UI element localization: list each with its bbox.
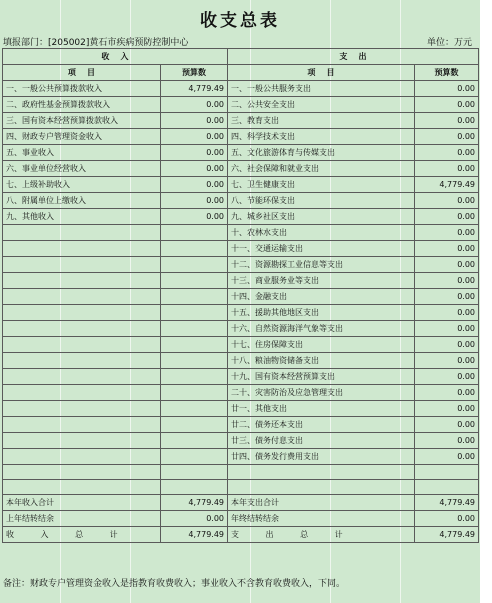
expense-item-cell: 十二、资源勘探工业信息等支出 bbox=[228, 257, 415, 273]
income-value-cell: 0.00 bbox=[161, 113, 228, 129]
income-item-cell: 二、政府性基金预算拨款收入 bbox=[3, 97, 161, 113]
expense-total-value: 4,779.49 bbox=[415, 527, 479, 543]
expense-item-cell: 四、科学技术支出 bbox=[228, 129, 415, 145]
income-item-cell bbox=[3, 273, 161, 289]
income-item-cell bbox=[3, 321, 161, 337]
table-row bbox=[3, 273, 479, 289]
expense-item-cell: 七、卫生健康支出 bbox=[228, 177, 415, 193]
expense-value-cell: 0.00 bbox=[415, 417, 479, 433]
table-row bbox=[3, 495, 479, 511]
section-header-row bbox=[3, 49, 479, 65]
table-row bbox=[3, 177, 479, 193]
table-row bbox=[3, 401, 479, 417]
expense-value-cell: 0.00 bbox=[415, 289, 479, 305]
expense-item-cell: 十、农林水支出 bbox=[228, 225, 415, 241]
expense-value-cell: 0.00 bbox=[415, 273, 479, 289]
expense-value-cell: 0.00 bbox=[415, 81, 479, 97]
table-row bbox=[3, 305, 479, 321]
table-row bbox=[3, 465, 479, 480]
expense-value-cell: 0.00 bbox=[415, 193, 479, 209]
income-value-cell bbox=[161, 449, 228, 465]
table-row bbox=[3, 257, 479, 273]
expense-value-cell: 0.00 bbox=[415, 225, 479, 241]
income-item-cell bbox=[3, 385, 161, 401]
expense-item-cell: 三、教育支出 bbox=[228, 113, 415, 129]
income-total-value: 4,779.49 bbox=[161, 527, 228, 543]
expense-section-header: 支 出 bbox=[228, 49, 479, 65]
income-item-cell bbox=[3, 417, 161, 433]
income-value-cell bbox=[161, 353, 228, 369]
income-value-cell bbox=[161, 241, 228, 257]
income-item-cell bbox=[3, 289, 161, 305]
income-value-cell: 0.00 bbox=[161, 193, 228, 209]
expense-value-cell: 0.00 bbox=[415, 129, 479, 145]
expense-value-cell: 0.00 bbox=[415, 305, 479, 321]
income-item-cell bbox=[3, 353, 161, 369]
expense-item-cell: 十三、商业服务业等支出 bbox=[228, 273, 415, 289]
expense-value-cell: 0.00 bbox=[415, 241, 479, 257]
table-row bbox=[3, 385, 479, 401]
income-value-cell: 0.00 bbox=[161, 209, 228, 225]
expense-item-cell: 二、公共安全支出 bbox=[228, 97, 415, 113]
income-item-cell bbox=[3, 401, 161, 417]
expense-value-cell: 0.00 bbox=[415, 161, 479, 177]
table-row bbox=[3, 369, 479, 385]
income-value-cell: 0.00 bbox=[161, 129, 228, 145]
expense-value-cell: 4,779.49 bbox=[415, 495, 479, 511]
unit-row bbox=[0, 33, 480, 48]
table-row bbox=[3, 321, 479, 337]
income-section-header: 收 入 bbox=[3, 49, 228, 65]
expense-item-cell bbox=[228, 480, 415, 495]
table-row bbox=[3, 161, 479, 177]
income-item-cell: 六、事业单位经营收入 bbox=[3, 161, 161, 177]
income-item-cell bbox=[3, 241, 161, 257]
footnote: 备注：财政专户管理资金收入是指教育收费收入；事业收入不含教育收费收入，下同。 bbox=[3, 579, 346, 589]
income-value-cell bbox=[161, 369, 228, 385]
table-row bbox=[3, 433, 479, 449]
income-value-cell bbox=[161, 385, 228, 401]
expense-item-cell: 十五、援助其他地区支出 bbox=[228, 305, 415, 321]
income-value-cell bbox=[161, 225, 228, 241]
income-item-cell bbox=[3, 465, 161, 480]
expense-value-cell: 0.00 bbox=[415, 369, 479, 385]
table-row bbox=[3, 129, 479, 145]
income-expense-table bbox=[2, 48, 479, 543]
expense-item-cell: 六、社会保障和就业支出 bbox=[228, 161, 415, 177]
expense-item-cell: 五、文化旅游体育与传媒支出 bbox=[228, 145, 415, 161]
income-item-header: 项 目 bbox=[3, 65, 161, 81]
income-value-cell bbox=[161, 337, 228, 353]
expense-budget-header: 预算数 bbox=[415, 65, 479, 81]
expense-total-label: 支 出 总 计 bbox=[228, 527, 415, 543]
income-value-cell bbox=[161, 480, 228, 495]
table-row bbox=[3, 97, 479, 113]
table-row bbox=[3, 353, 479, 369]
income-value-cell bbox=[161, 433, 228, 449]
expense-item-cell: 一、一般公共服务支出 bbox=[228, 81, 415, 97]
income-value-cell bbox=[161, 321, 228, 337]
expense-value-cell: 0.00 bbox=[415, 449, 479, 465]
income-value-cell: 4,779.49 bbox=[161, 495, 228, 511]
table-row bbox=[3, 511, 479, 527]
table-row bbox=[3, 337, 479, 353]
income-value-cell bbox=[161, 465, 228, 480]
income-item-cell bbox=[3, 369, 161, 385]
income-item-cell: 七、上级补助收入 bbox=[3, 177, 161, 193]
expense-value-cell: 0.00 bbox=[415, 113, 479, 129]
income-item-cell: 八、附属单位上缴收入 bbox=[3, 193, 161, 209]
table-row bbox=[3, 289, 479, 305]
table-row bbox=[3, 145, 479, 161]
income-total-label: 收 入 总 计 bbox=[3, 527, 161, 543]
income-value-cell: 0.00 bbox=[161, 161, 228, 177]
expense-value-cell: 0.00 bbox=[415, 321, 479, 337]
income-item-cell bbox=[3, 480, 161, 495]
income-value-cell bbox=[161, 289, 228, 305]
table-row bbox=[3, 449, 479, 465]
table-row bbox=[3, 241, 479, 257]
expense-item-cell: 廿三、债务付息支出 bbox=[228, 433, 415, 449]
expense-item-cell: 二十、灾害防治及应急管理支出 bbox=[228, 385, 415, 401]
income-item-cell bbox=[3, 433, 161, 449]
table-row bbox=[3, 417, 479, 433]
income-value-cell: 0.00 bbox=[161, 97, 228, 113]
reporting-department: 填报部门：[205002]黄石市疾病预防控制中心 bbox=[3, 38, 189, 48]
table-row bbox=[3, 113, 479, 129]
income-item-cell: 上年结转结余 bbox=[3, 511, 161, 527]
income-item-cell: 五、事业收入 bbox=[3, 145, 161, 161]
column-header-row bbox=[3, 65, 479, 81]
expense-item-cell: 廿四、债务发行费用支出 bbox=[228, 449, 415, 465]
expense-value-cell: 0.00 bbox=[415, 97, 479, 113]
income-item-cell: 三、国有资本经营预算拨款收入 bbox=[3, 113, 161, 129]
income-item-cell bbox=[3, 225, 161, 241]
income-budget-header: 预算数 bbox=[161, 65, 228, 81]
expense-item-cell: 廿二、债务还本支出 bbox=[228, 417, 415, 433]
table-row bbox=[3, 480, 479, 495]
expense-item-cell: 本年支出合计 bbox=[228, 495, 415, 511]
expense-item-cell: 十九、国有资本经营预算支出 bbox=[228, 369, 415, 385]
table-row bbox=[3, 193, 479, 209]
expense-item-cell: 十七、住房保障支出 bbox=[228, 337, 415, 353]
expense-value-cell: 0.00 bbox=[415, 257, 479, 273]
currency-unit: 单位：万元 bbox=[427, 38, 473, 48]
expense-value-cell: 0.00 bbox=[415, 145, 479, 161]
expense-value-cell bbox=[415, 465, 479, 480]
income-value-cell: 0.00 bbox=[161, 511, 228, 527]
income-value-cell bbox=[161, 273, 228, 289]
income-value-cell: 0.00 bbox=[161, 177, 228, 193]
income-item-cell: 四、财政专户管理资金收入 bbox=[3, 129, 161, 145]
expense-value-cell bbox=[415, 480, 479, 495]
expense-value-cell: 4,779.49 bbox=[415, 177, 479, 193]
expense-item-cell: 十一、交通运输支出 bbox=[228, 241, 415, 257]
table-row bbox=[3, 225, 479, 241]
income-value-cell bbox=[161, 417, 228, 433]
income-value-cell bbox=[161, 305, 228, 321]
expense-value-cell: 0.00 bbox=[415, 433, 479, 449]
income-item-cell bbox=[3, 257, 161, 273]
expense-value-cell: 0.00 bbox=[415, 385, 479, 401]
grand-total-row bbox=[3, 527, 479, 543]
income-item-cell bbox=[3, 337, 161, 353]
expense-value-cell: 0.00 bbox=[415, 401, 479, 417]
table-row bbox=[3, 81, 479, 97]
expense-value-cell: 0.00 bbox=[415, 209, 479, 225]
expense-item-cell: 十八、粮油物资储备支出 bbox=[228, 353, 415, 369]
income-item-cell: 本年收入合计 bbox=[3, 495, 161, 511]
income-value-cell bbox=[161, 401, 228, 417]
income-item-cell bbox=[3, 305, 161, 321]
expense-item-header: 项 目 bbox=[228, 65, 415, 81]
table-row bbox=[3, 209, 479, 225]
expense-item-cell: 九、城乡社区支出 bbox=[228, 209, 415, 225]
expense-item-cell bbox=[228, 465, 415, 480]
expense-item-cell: 十六、自然资源海洋气象等支出 bbox=[228, 321, 415, 337]
income-item-cell: 一、一般公共预算拨款收入 bbox=[3, 81, 161, 97]
income-value-cell bbox=[161, 257, 228, 273]
income-value-cell: 4,779.49 bbox=[161, 81, 228, 97]
income-value-cell: 0.00 bbox=[161, 145, 228, 161]
expense-item-cell: 年终结转结余 bbox=[228, 511, 415, 527]
expense-value-cell: 0.00 bbox=[415, 511, 479, 527]
expense-value-cell: 0.00 bbox=[415, 337, 479, 353]
expense-item-cell: 八、节能环保支出 bbox=[228, 193, 415, 209]
expense-item-cell: 十四、金融支出 bbox=[228, 289, 415, 305]
income-item-cell bbox=[3, 449, 161, 465]
report-title: 收支总表 bbox=[200, 11, 280, 31]
income-item-cell: 九、其他收入 bbox=[3, 209, 161, 225]
expense-item-cell: 廿一、其他支出 bbox=[228, 401, 415, 417]
expense-value-cell: 0.00 bbox=[415, 353, 479, 369]
